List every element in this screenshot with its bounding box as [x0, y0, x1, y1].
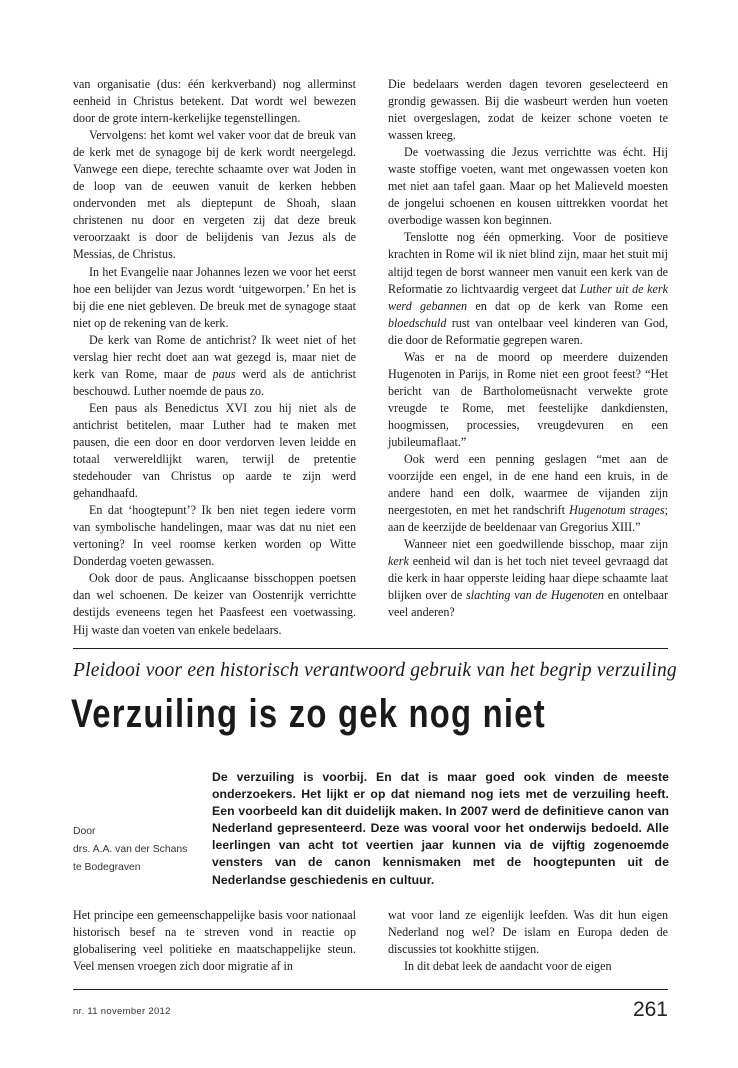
text-run: werd als de antichrist beschouwd. Luther noemde de paus zo.: [73, 366, 356, 398]
page-number: 261: [632, 998, 668, 1021]
text-run: en dat op de kerk van Rome een: [467, 298, 669, 313]
emphasis: Hugenotum strages: [569, 503, 665, 518]
text-run: Wanneer niet een goedwillende bisschop, maar zijn: [404, 537, 668, 552]
issue-label: nr. 11 november 2012: [73, 1006, 171, 1017]
top-right-column: [388, 76, 668, 622]
text-run: Ook werd een penning geslagen “met aan de voorzijde een engel, in de ene hand een kruis, in de andere hand een dolk, waarmee de vijanden zijn neergestoten, en met het randschrift: [388, 452, 668, 518]
paragraph: [388, 536, 668, 621]
paragraph: De voetwassing die Jezus verrichtte was écht. Hij waste stoffige voeten, want met ongewassen voeten kon met niet aan tafel gaan. Maar op het Malieveld moesten de jongelui schoenen en kousen uittrekken voordat het overbodige wassen kon beginnen.: [388, 145, 668, 228]
article-headline: Verzuiling is zo gek nog niet: [71, 692, 546, 736]
emphasis: kerk: [388, 554, 409, 569]
byline-author: drs. A.A. van der Schans: [73, 844, 188, 855]
paragraph: Die bedelaars werden dagen tevoren geselecteerd en grondig gewassen. Bij die wasbeurt werden hun voeten niet overgeslagen, zodat de keizer schone voeten te wassen kreeg.: [388, 77, 668, 143]
article-intro: De verzuiling is voorbij. En dat is maar goed ook vinden de meeste onderzoekers. Het lijkt er op dat niemand nog iets met de verzuiling heeft. Een voorbeeld kan dit duidelijk maken. In 2007 werd de definitieve canon van Nederland gepresenteerd. Deze was vooral voor het onderwijs bedoeld. Alle leerlingen van acht tot veertien jaar kunnen via de vijftig zogenoemde vensters van de canon kennismaken met de hoogtepunten uit de Nederlandse geschiedenis en cultuur.: [212, 770, 669, 887]
paragraph: Een paus als Benedictus XVI zou hij niet als de antichrist betitelen, maar Luther had te maken met pausen, die een door en door verdorven leven leidde en totaal verwereldlijkt waren, terwijl de pretentie stedehouder van Christus op aarde te zijn werd gehandhaafd.: [73, 400, 356, 501]
paragraph: van organisatie (dus: één kerkverband) nog allerminst eenheid in Christus betekent. Dat wordt wel bewezen door de grote intern-kerkelijke tegenstellingen.: [73, 77, 356, 126]
text-run: en ontelbaar veel anderen?: [388, 588, 668, 620]
paragraph: En dat ‘hoogtepunt’? Ik ben niet tegen iedere vorm van symbolische handelingen, maar was dat nu niet een vertoning? In veel roomse kerken worden op Witte Donderdag voeten gewassen.: [73, 503, 356, 569]
byline-line: Door: [73, 826, 96, 837]
text-run: rust van ontelbaar veel kinderen van God, die door de Reformatie gegrepen waren.: [388, 315, 668, 347]
paragraph: [73, 332, 356, 400]
article-kicker: Pleidooi voor een historisch verantwoord gebruik van het begrip verzuiling: [73, 660, 677, 681]
paragraph: [388, 229, 668, 348]
article-body-left: [73, 907, 356, 975]
paragraph: Was er na de moord op meerdere duizenden Hugenoten in Parijs, in Rome niet een groot feest? “Het bericht van de Bartholomeüsnacht verwekte grote vreugde te Rome, met feestelijke dankdiensten, hoogmissen, processies, vreugdevuren en een jubileumaflaat.”: [388, 349, 668, 449]
paragraph: wat voor land ze eigenlijk leefden. Was dit hun eigen Nederland nog wel? De islam en Europa deden de discussies tot kookhitte stijgen.: [388, 908, 668, 957]
section-divider: [73, 648, 668, 649]
text-run: eenheid wil dan is het toch niet teveel gevraagd dat die kerk in haar opperste leiding haar diepe schaamte laat blijken over de: [388, 554, 668, 603]
paragraph: [388, 451, 668, 536]
paragraph: Vervolgens: het komt wel vaker voor dat de breuk van de kerk met de synagoge bij de kerk wordt neergelegd. Vanwege een diepe, terechte schaamte over wat Joden in de loop van de eeuwen vanuit de kerken hebben ondervonden met als dieptepunt de Shoah, slaan christenen nu door en vergeten zij dat deze breuk veroorzaakt is door de belijdenis van Jezus als de Messias, de Christus.: [73, 128, 356, 262]
top-left-column: [73, 76, 356, 639]
byline: [73, 823, 187, 877]
emphasis: Luther uit de kerk werd gebannen: [388, 281, 668, 313]
text-run: Tenslotte nog één opmerking. Voor de positieve krachten in Rome wil ik niet blind zijn, maar het stuit mij altijd tegen de borst wanneer men vanuit een kerk van de Reformatie zo lichtvaardig vergeet dat: [388, 230, 668, 296]
text-run: ; aan de keerzijde de beeldenaar van Gregorius XIII.”: [388, 503, 668, 535]
paragraph: In dit debat leek de aandacht voor de eigen: [404, 959, 612, 974]
paragraph: In het Evangelie naar Johannes lezen we voor het eerst hoe een belijder van Jezus wordt ‘uitgeworpen.’ En het is bij die ene niet gebleven. De breuk met de synagoge staat niet op de rekening van de kerk.: [73, 264, 356, 330]
byline-line: te Bodegraven: [73, 862, 141, 873]
emphasis: bloedschuld: [388, 315, 447, 330]
paragraph: Het principe een gemeenschappelijke basis voor nationaal historisch besef na te streven vond in reactie op globalisering veel politieke en maatschappelijke steun. Veel mensen vroegen zich door migratie af in: [73, 908, 356, 974]
footer-divider: [73, 989, 668, 990]
paragraph: Ook door de paus. Anglicaanse bisschoppen poetsen dan wel schoenen. De keizer van Oostenrijk verrichtte destijds eveneens tegen het Paasfeest een voetwassing. Hij waste dan voeten van enkele bedelaars.: [73, 571, 356, 637]
article-body-right: [388, 907, 668, 975]
emphasis: slachting van de Hugenoten: [466, 588, 604, 603]
emphasis: paus: [212, 366, 236, 381]
text-run: De kerk van Rome de antichrist? Ik weet niet of het verslag hier recht doet aan wat gezegd is, maar niet de kerk van Rome, maar de: [73, 332, 356, 381]
